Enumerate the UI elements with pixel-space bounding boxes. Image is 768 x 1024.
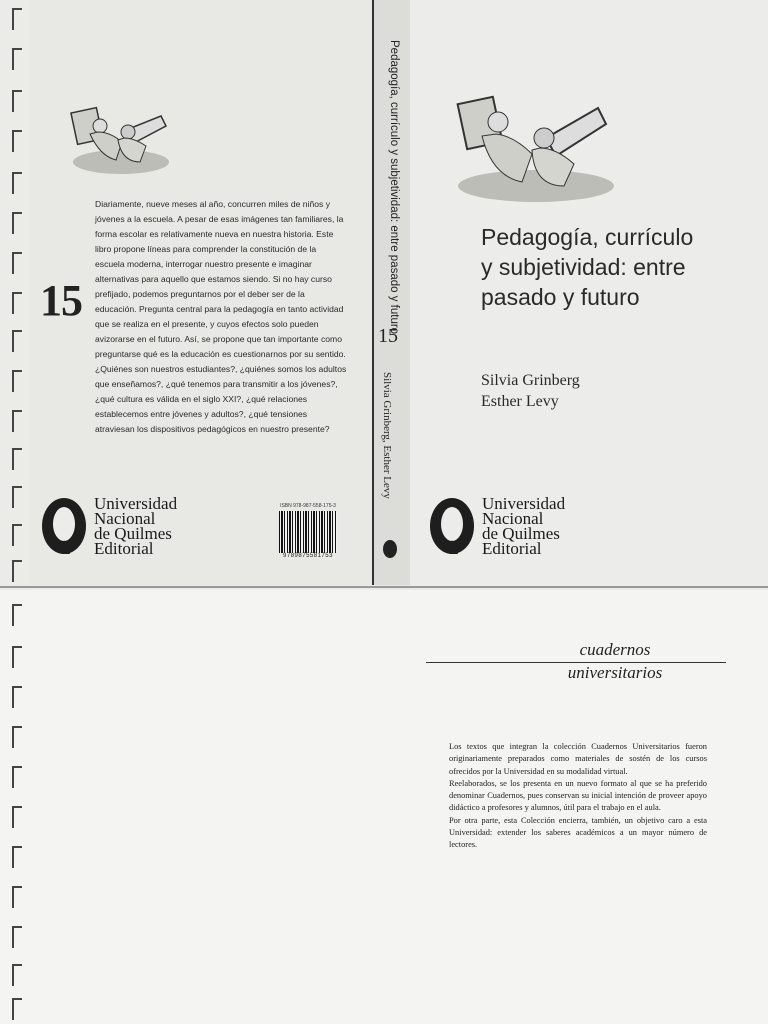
title-line-1: Pedagogía, currículo bbox=[481, 224, 694, 250]
series-line-2: universitarios bbox=[567, 663, 663, 682]
description-paragraph-2: Reelaborados, se los presenta en un nuevo formato al que se ha preferido denominar Cuadernos, pues conservan su inicial intención de proveer apoyo didáctico a profesores y alumnos, útil para el trabajo en el aula. bbox=[449, 778, 707, 813]
author-2: Esther Levy bbox=[481, 393, 559, 410]
logo-line-2: Nacional bbox=[94, 509, 156, 528]
description-paragraph-1: Los textos que integran la colección Cuadernos Universitarios fueron originariamente preparados como materiales de sostén de los cursos ofrecidos por la Universidad en su modalidad virtual. bbox=[449, 742, 707, 776]
logo-line-3: de Quilmes bbox=[94, 524, 172, 543]
unq-logo-icon bbox=[428, 496, 476, 556]
spiral-binding bbox=[12, 0, 26, 1024]
publisher-logo-back bbox=[40, 496, 177, 556]
reading-figures-illustration-large bbox=[448, 86, 618, 204]
reading-figures-illustration-small bbox=[66, 96, 176, 176]
series-description bbox=[449, 741, 707, 852]
spine-logo-icon bbox=[383, 540, 397, 558]
spine-title: Pedagogía, currículo y subjetividad: entre pasado y futuro bbox=[388, 40, 400, 335]
page-divider bbox=[0, 586, 768, 588]
isbn-barcode bbox=[279, 503, 337, 559]
back-volume-number: 15 bbox=[40, 276, 82, 325]
spine-authors: Silvia Grinberg, Esther Levy bbox=[381, 372, 393, 499]
isbn-text: ISBN 978-987-558-175-3 bbox=[280, 503, 336, 509]
logo-line-1: Universidad bbox=[482, 494, 566, 513]
book-authors bbox=[481, 370, 580, 412]
spine-volume-number: 15 bbox=[378, 325, 398, 347]
publisher-logo-front bbox=[428, 496, 565, 556]
logo-line-4: Editorial bbox=[94, 539, 154, 558]
series-line-1: cuadernos bbox=[579, 640, 651, 659]
book-title bbox=[481, 222, 741, 312]
logo-line-4: Editorial bbox=[482, 539, 542, 558]
title-line-3: pasado y futuro bbox=[481, 284, 640, 310]
barcode-bars bbox=[279, 511, 337, 553]
unq-logo-icon bbox=[40, 496, 88, 556]
back-cover-blurb: Diariamente, nueve meses al año, concurren miles de niños y jóvenes a la escuela. A pesar de esas imágenes tan familiares, la forma escolar es relativamente nueva en nuestra historia. Este libro propone líneas para comprender la constitución de la escuela moderna, interrogar nuestro presente e imaginar alternativas para aquello que estamos siendo. Si no hay curso prefijado, podemos preguntarnos por el deber ser de la educación. Pregunta central para la pedagogía en tanto actividad que se realiza en el presente, y cuyos efectos solo pueden avizorarse en el futuro. Así, se propone que tan importante como preguntarse qué es la educación es cuestionarnos por su sentido. ¿Quiénes son nuestros estudiantes?, ¿quiénes somos los adultos que enseñamos?, ¿qué tenemos para transmitir a los jóvenes?, ¿qué cultura es válida en el siglo XXI?, ¿qué relaciones establecemos entre jóvenes y adultos?, ¿qué tensiones atraviesan los dispositivos pedagógicos en nuestro presente? bbox=[95, 199, 347, 434]
logo-line-3: de Quilmes bbox=[482, 524, 560, 543]
author-1: Silvia Grinberg bbox=[481, 372, 580, 389]
series-rule bbox=[426, 662, 726, 663]
logo-line-1: Universidad bbox=[94, 494, 178, 513]
title-line-2: y subjetividad: entre bbox=[481, 254, 686, 280]
description-paragraph-3: Por otra parte, esta Colección encierra, también, un objetivo caro a esta Universidad: extender los saberes académicos a un mayor número de lectores. bbox=[449, 815, 707, 850]
logo-line-2: Nacional bbox=[482, 509, 544, 528]
barcode-number: 9789875581753 bbox=[283, 553, 333, 559]
